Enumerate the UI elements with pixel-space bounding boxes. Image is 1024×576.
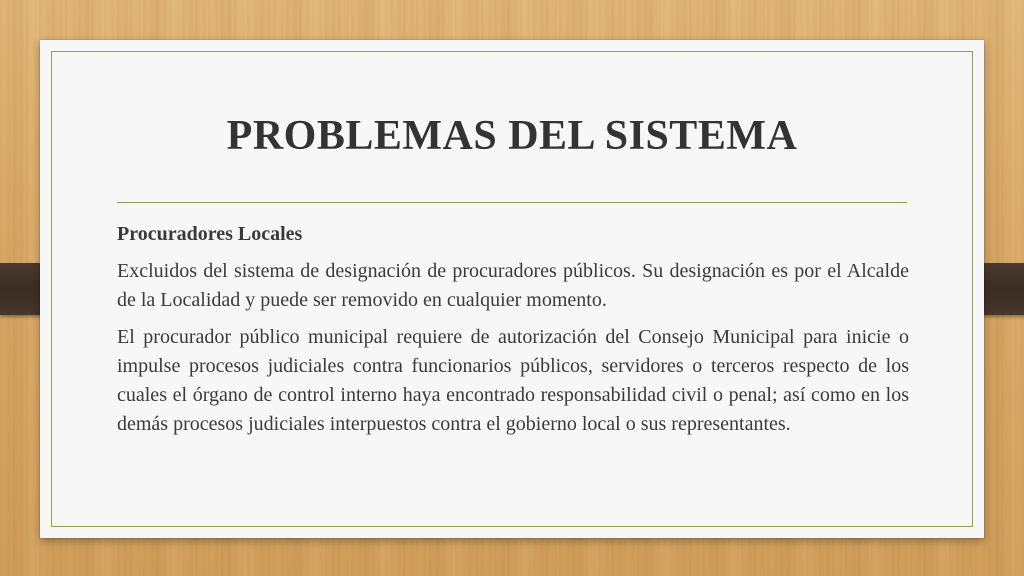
paragraph-authorization: El procurador público municipal requiere de autorización del Consejo Municipal para inicie o impulse procesos judiciales contra funcionarios públicos, servidores o terceros respecto de los cuales el órgano de control interno haya encontrado responsabilidad civil o penal; así como en los demás procesos judiciales interpuestos contra el gobierno local o sus representantes. xyxy=(117,326,909,435)
slide-content xyxy=(117,220,909,447)
title-divider xyxy=(117,202,907,203)
slide-title: PROBLEMAS DEL SISTEMA xyxy=(226,113,798,159)
section-subheading: Procuradores Locales xyxy=(117,223,303,245)
slide-paper xyxy=(40,40,984,538)
paragraph-designation: Excluidos del sistema de designación de procuradores públicos. Su designación es por el Alcalde de la Localidad y puede ser removido en cualquier momento. xyxy=(117,260,909,311)
